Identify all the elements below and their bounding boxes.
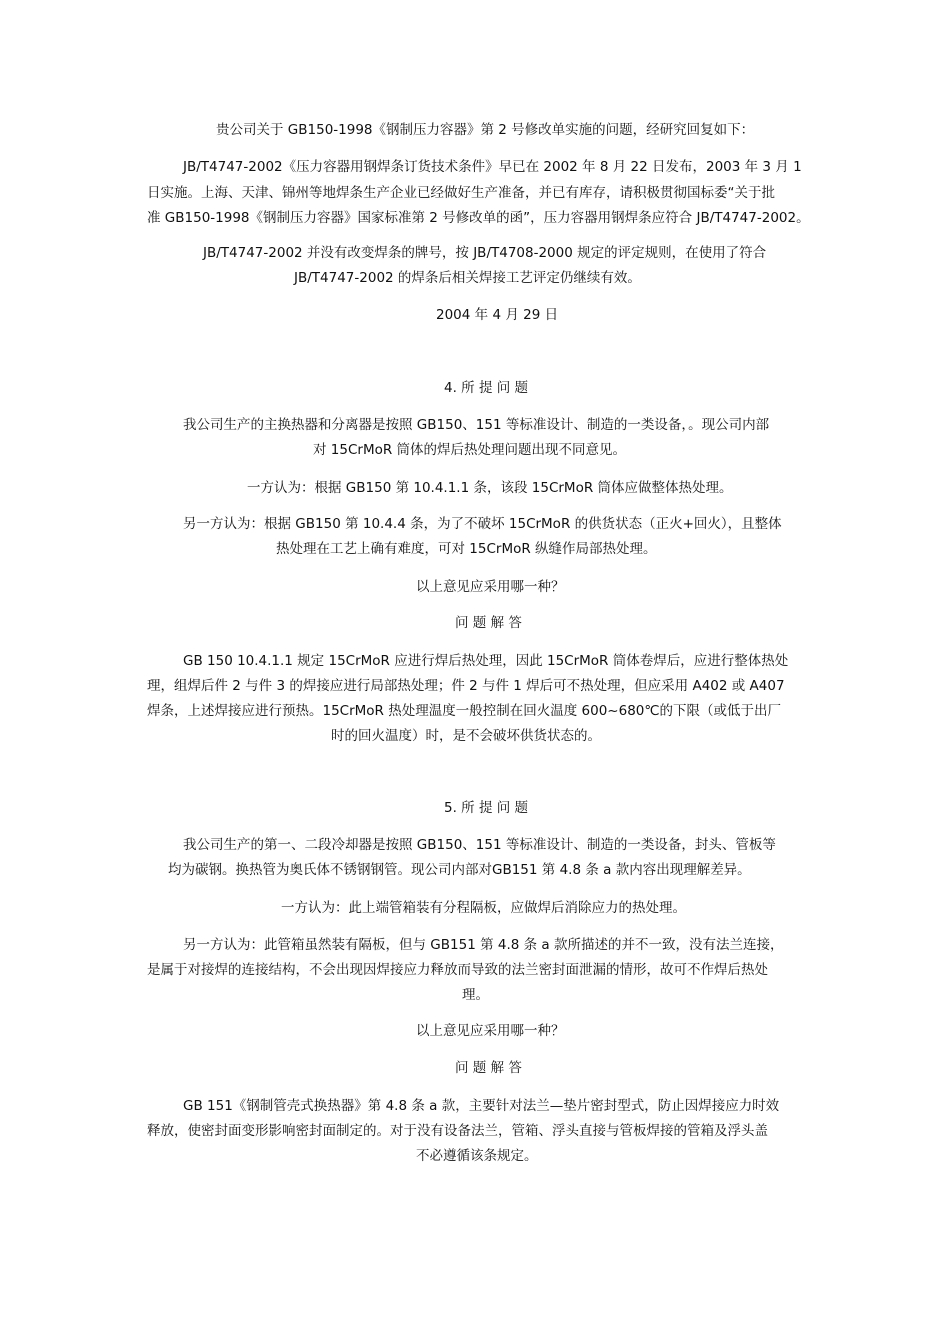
q5-paragraph-3-line-2: 是属于对接焊的连接结构，不会出现因焊接应力释放而导致的法兰密封面泄漏的情形，故可不作焊后热处 — [147, 962, 768, 978]
q4-paragraph-3-line-2: 热处理在工艺上确有难度，可对 15CrMoR 纵缝作局部热处理。 — [276, 541, 657, 557]
q5-question: 以上意见应采用哪一种？ — [416, 1023, 565, 1039]
q4-answer-heading: 问 题 解 答 — [455, 615, 522, 631]
reply-date: 2004 年 4 月 29 日 — [436, 307, 559, 323]
q4-answer-line-1: GB 150 10.4.1.1 规定 15CrMoR 应进行焊后热处理，因此 15CrMoR 筒体卷焊后，应进行整体热处 — [183, 653, 789, 669]
q4-paragraph-2: 一方认为：根据 GB150 第 10.4.1.1 条，该段 15CrMoR 筒体应做整体热处理。 — [247, 480, 733, 496]
q4-answer-line-4: 时的回火温度）时，是不会破坏供货状态的。 — [331, 728, 601, 744]
q4-paragraph-1-line-2: 对 15CrMoR 筒体的焊后热处理问题出现不同意见。 — [313, 442, 627, 458]
q4-paragraph-1-line-1: 我公司生产的主换热器和分离器是按照 GB150、151 等标准设计、制造的一类设备，。现公司内部 — [183, 417, 770, 433]
q5-answer-line-2: 释放，使密封面变形影响密封面制定的。对于没有设备法兰，管箱、浮头直接与管板焊接的管箱及浮头盖 — [147, 1123, 768, 1139]
q5-answer-line-1: GB 151《钢制管壳式换热器》第 4.8 条 a 款，主要针对法兰—垫片密封型式，防止因焊接应力时效 — [183, 1098, 780, 1114]
reply-paragraph-1-line-1: JB/T4747-2002《压力容器用钢焊条订货技术条件》早已在 2002 年 8 月 22 日发布，2003 年 3 月 1 — [183, 159, 802, 175]
q4-heading: 4. 所 提 问 题 — [444, 380, 529, 396]
q5-paragraph-2: 一方认为：此上端管箱装有分程隔板，应做焊后消除应力的热处理。 — [281, 900, 686, 916]
reply-paragraph-1-line-2: 日实施。上海、天津、锦州等地焊条生产企业已经做好生产准备，并已有库存，请积极贯彻国标委“关于批 — [147, 185, 775, 201]
q4-paragraph-3-line-1: 另一方认为：根据 GB150 第 10.4.4 条，为了不破坏 15CrMoR 的供货状态（正火+回火），且整体 — [183, 516, 782, 532]
q5-answer-line-3: 不必遵循该条规定。 — [416, 1148, 538, 1164]
q4-answer-line-3: 焊条，上述焊接应进行预热。15CrMoR 热处理温度一般控制在回火温度 600~680℃的下限（或低于出厂 — [147, 703, 782, 719]
q5-heading: 5. 所 提 问 题 — [444, 800, 529, 816]
reply-paragraph-1-line-3: 准 GB150-1998《钢制压力容器》国家标准第 2 号修改单的函”，压力容器用钢焊条应符合 JB/T4747-2002。 — [147, 210, 810, 226]
reply-intro: 贵公司关于 GB150-1998《钢制压力容器》第 2 号修改单实施的问题，经研究回复如下： — [216, 122, 755, 138]
reply-paragraph-2-line-1: JB/T4747-2002 并没有改变焊条的牌号，按 JB/T4708-2000 规定的评定规则，在使用了符合 — [203, 245, 767, 261]
q5-paragraph-3-line-3: 理。 — [462, 987, 489, 1003]
q5-paragraph-1-line-1: 我公司生产的第一、二段冷却器是按照 GB150、151 等标准设计、制造的一类设备，封头、管板等 — [183, 837, 776, 853]
q5-paragraph-3-line-1: 另一方认为：此管箱虽然装有隔板，但与 GB151 第 4.8 条 a 款所描述的并不一致，没有法兰连接， — [183, 937, 784, 953]
q4-answer-line-2: 理，组焊后件 2 与件 3 的焊接应进行局部热处理；件 2 与件 1 焊后可不热处理，但应采用 A402 或 A407 — [147, 678, 785, 694]
reply-paragraph-2-line-2: JB/T4747-2002 的焊条后相关焊接工艺评定仍继续有效。 — [294, 270, 641, 286]
q5-answer-heading: 问 题 解 答 — [455, 1060, 522, 1076]
q5-paragraph-1-line-2: 均为碳钢。换热管为奥氏体不锈钢钢管。现公司内部对GB151 第 4.8 条 a 款内容出现理解差异。 — [168, 862, 751, 878]
q4-question: 以上意见应采用哪一种？ — [416, 579, 565, 595]
